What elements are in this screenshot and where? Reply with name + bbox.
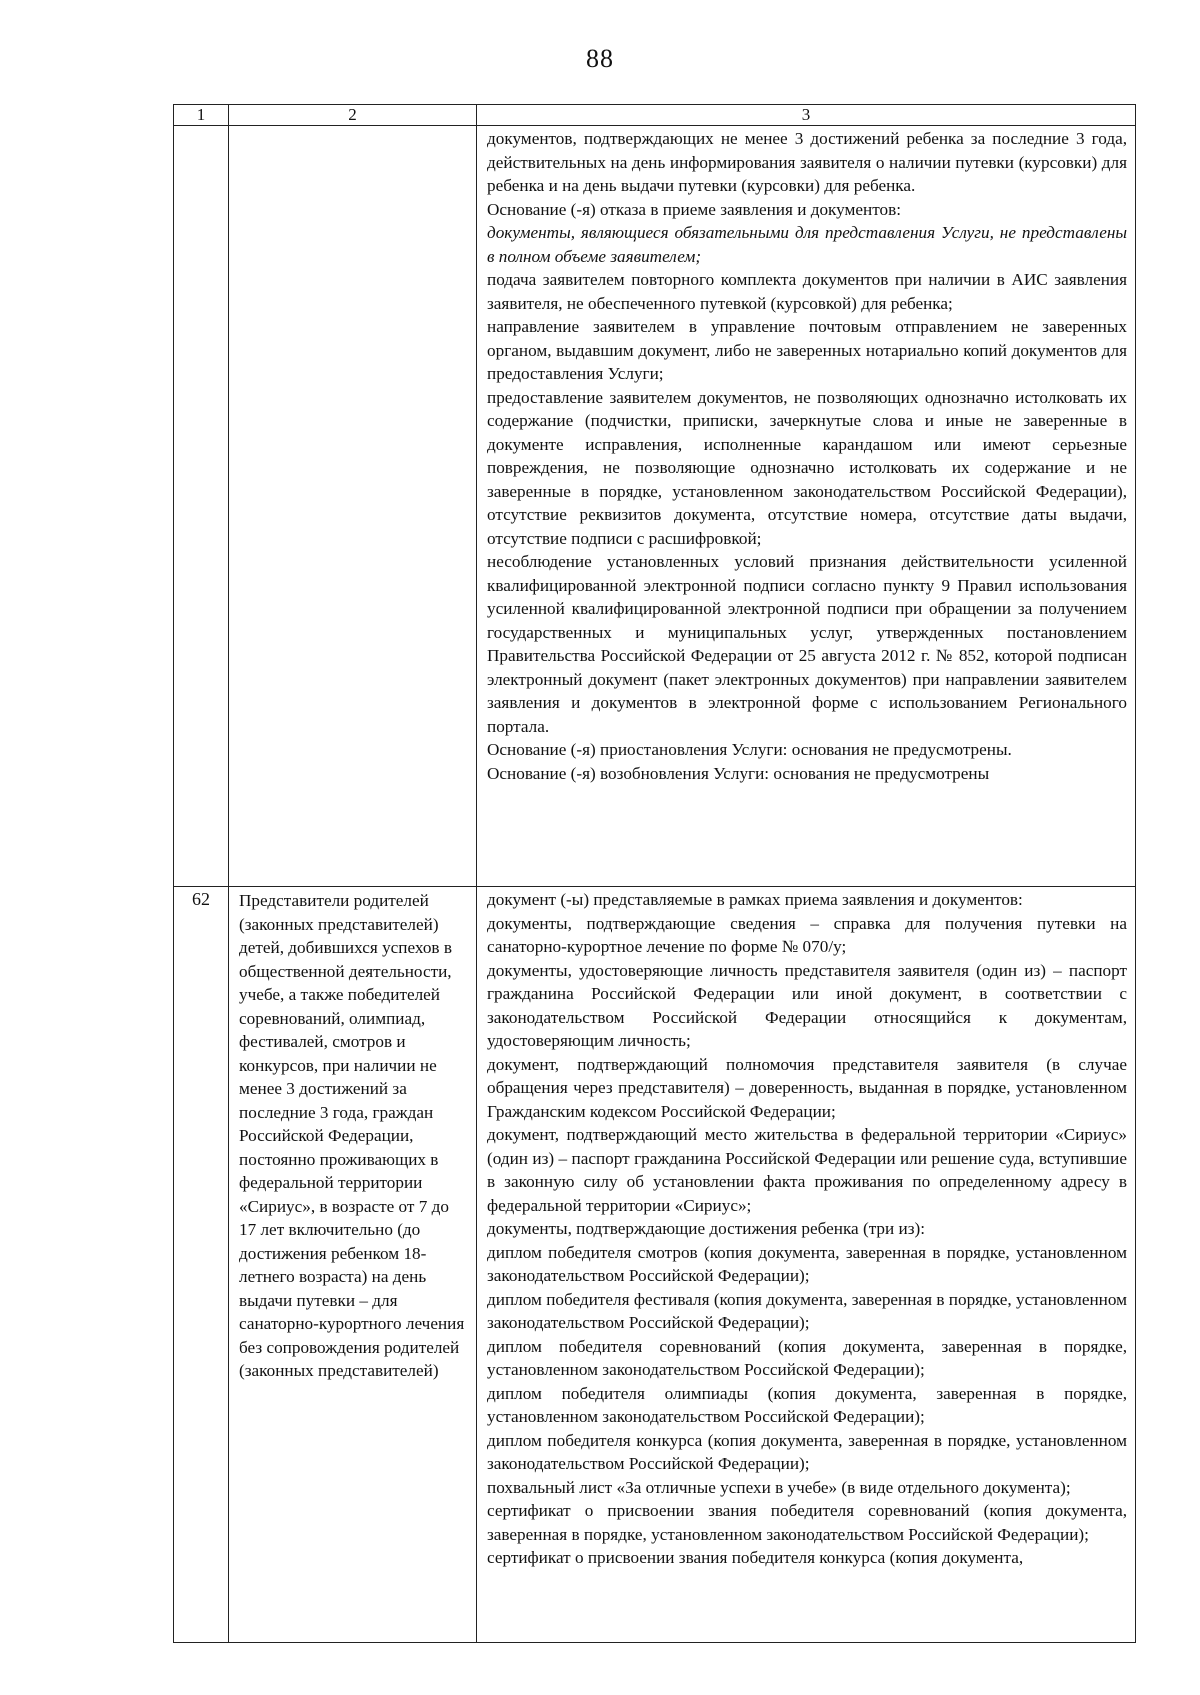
documents-cell bbox=[477, 126, 1136, 887]
page-number: 88 bbox=[586, 44, 614, 73]
paragraph: сертификат о присвоении звания победителя конкурса (копия документа, bbox=[487, 1548, 1024, 1567]
paragraph: несоблюдение установленных условий признания действительности усиленной квалифицированной электронной подписи согласно пункту 9 Правил использования усиленной квалифицированной электронной подписи при обращении за получением государственных и муниципальных услуг, утвержденных постановлением Правительства Российской Федерации от 25 августа 2012 г. № 852, которой подписан электронный документ (пакет электронных документов) при направлении заявителем заявления и документов в электронной форме с использованием Регионального портала. bbox=[487, 552, 1127, 736]
paragraph: сертификат о присвоении звания победителя соревнований (копия документа, заверенная в порядке, установленном законодательством Российской Федерации); bbox=[487, 1501, 1127, 1544]
paragraph: документы, подтверждающие сведения – справка для получения путевки на санаторно-курортное лечение по форме № 070/у; bbox=[487, 913, 1127, 956]
paragraph: диплом победителя фестиваля (копия документа, заверенная в порядке, установленном законодательством Российской Федерации); bbox=[487, 1289, 1127, 1332]
table-row-continued bbox=[174, 126, 1136, 887]
row-number-cell: 62 bbox=[174, 887, 229, 1643]
paragraph: документы, удостоверяющие личность представителя заявителя (один из) – паспорт гражданина Российской Федерации или иной документ, в соответствии с законодательством Российской Федерации относящийся к документам, удостоверяющим личность; bbox=[487, 960, 1127, 1050]
row-number-cell bbox=[174, 126, 229, 887]
paragraph: подача заявителем повторного комплекта документов при наличии в АИС заявления заявителя, не обеспеченного путевкой (курсовкой) для ребенка; bbox=[487, 270, 1127, 313]
document-table bbox=[173, 104, 1136, 1643]
paragraph: документы, подтверждающие достижения ребенка (три из): bbox=[487, 1219, 925, 1238]
table-row-62 bbox=[174, 887, 1136, 1643]
paragraph: документ, подтверждающий место жительства в федеральной территории «Сириус» (один из) – паспорт гражданина Российской Федерации или решение суда, вступившие в законную силу об установлении факта проживания по определенному адресу в федеральной территории «Сириус»; bbox=[487, 1125, 1127, 1215]
paragraph: диплом победителя конкурса (копия документа, заверенная в порядке, установленном законодательством Российской Федерации); bbox=[487, 1430, 1127, 1473]
paragraph: документ (-ы) представляемые в рамках приема заявления и документов: bbox=[487, 890, 1023, 909]
paragraph: документ, подтверждающий полномочия представителя заявителя (в случае обращения через представителя) – доверенность, выданная в порядке, установленном Гражданским кодексом Российской Федерации; bbox=[487, 1054, 1127, 1121]
paragraph: документы, являющиеся обязательными для представления Услуги, не представлены в полном объеме заявителем; bbox=[487, 223, 1127, 266]
column-header-3: 3 bbox=[477, 105, 1136, 126]
paragraph: диплом победителя соревнований (копия документа, заверенная в порядке, установленном законодательством Российской Федерации); bbox=[487, 1336, 1127, 1379]
paragraph: Основание (-я) возобновления Услуги: основания не предусмотрены bbox=[487, 763, 990, 783]
category-cell: Представители родителей (законных представителей) детей, добившихся успехов в общественной деятельности, учебе, а также победителей соревнований, олимпиад, фестивалей, смотров и конкурсов, при наличии не менее 3 достижений за последние 3 года, граждан Российской Федерации, постоянно проживающих в федеральной территории «Сириус», в возрасте от 7 до 17 лет включительно (до достижения ребенком 18-летнего возраста) на день выдачи путевки – для санаторно-курортного лечения без сопровождения родителей (законных представителей) bbox=[229, 887, 477, 1643]
paragraph: диплом победителя олимпиады (копия документа, заверенная в порядке, установленном законодательством Российской Федерации); bbox=[487, 1383, 1127, 1426]
column-header-2: 2 bbox=[229, 105, 477, 126]
category-cell bbox=[229, 126, 477, 887]
paragraph: похвальный лист «За отличные успехи в учебе» (в виде отдельного документа); bbox=[487, 1477, 1071, 1497]
paragraph: Основание (-я) отказа в приеме заявления и документов: bbox=[487, 199, 901, 219]
table-header-row bbox=[174, 105, 1136, 126]
paragraph: Основание (-я) приостановления Услуги: основания не предусмотрены. bbox=[487, 740, 1012, 759]
paragraph: направление заявителем в управление почтовым отправлением не заверенных органом, выдавшим документ, либо не заверенных нотариально копий документов для предоставления Услуги; bbox=[487, 317, 1127, 383]
paragraph: предоставление заявителем документов, не позволяющих однозначно истолковать их содержание (подчистки, приписки, зачеркнутые слова и иные не заверенные в документе исправления, исполненные карандашом или имеют серьезные повреждения, не позволяющие однозначно истолковать их содержание и не заверенные в порядке, установленном законодательством Российской Федерации), отсутствие реквизитов документа, отсутствие номера, отсутствие даты выдачи, отсутствие подписи с расшифровкой; bbox=[487, 387, 1127, 548]
column-header-1: 1 bbox=[174, 105, 229, 126]
paragraph: документов, подтверждающих не менее 3 достижений ребенка за последние 3 года, действительных на день информирования заявителя о наличии путевки (курсовки) для ребенка и на день выдачи путевки (курсовки) для ребенка. bbox=[487, 129, 1127, 195]
paragraph: диплом победителя смотров (копия документа, заверенная в порядке, установленном законодательством Российской Федерации); bbox=[487, 1242, 1127, 1285]
documents-cell bbox=[477, 887, 1136, 1643]
